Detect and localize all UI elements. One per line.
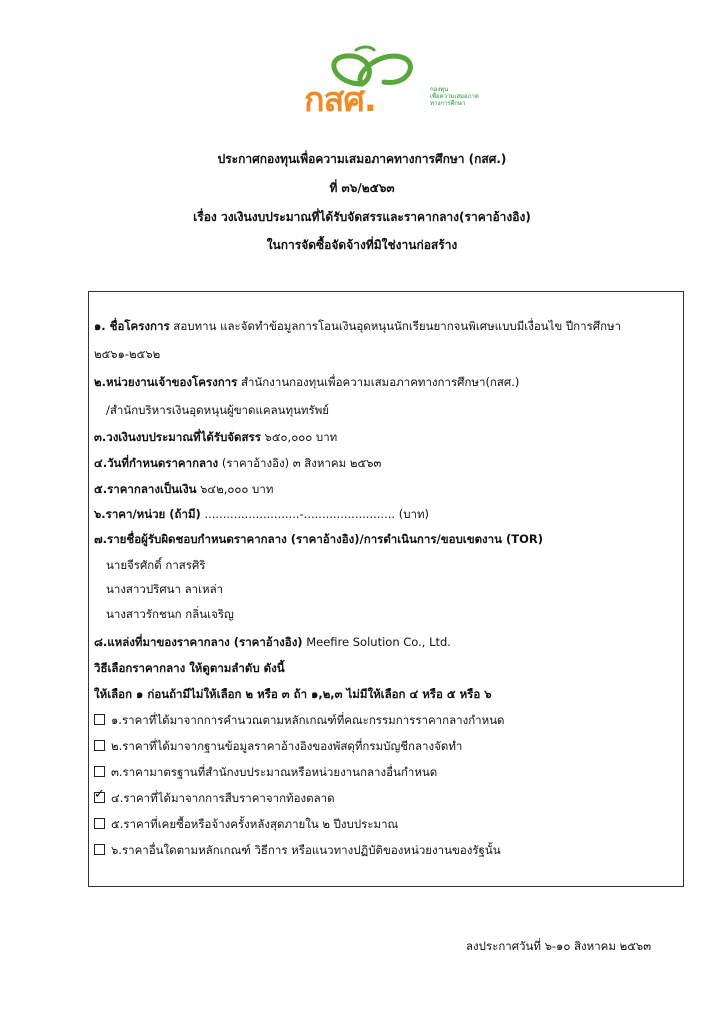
price-source-row: ๘.แหล่งที่มาของราคากลาง (ราคาอ้างอิง) Meefire Solution Co., Ltd. (94, 635, 451, 649)
logo-subtitle: กองทุน เพื่อความเสมอภาค ทางการศึกษา (430, 86, 479, 107)
checkbox[interactable] (94, 714, 105, 725)
checkbox[interactable] (94, 818, 105, 829)
option-row-3: ๓.ราคามาตรฐานที่สำนักงบประมาณหรือหน่วยงานกลางอื่นกำหนด (94, 764, 437, 780)
checkbox[interactable] (94, 740, 105, 751)
committee-heading: ๗.รายชื่อผู้รับผิดชอบกำหนดราคากลาง (ราคาอ้างอิง)/การดำเนินการ/ขอบเขตงาน (TOR) (94, 532, 543, 546)
committee-member: นางสาวรักชนก กลิ่นเจริญ (106, 607, 234, 621)
announcement-number: ที่ ๓๖/๒๕๖๓ (329, 181, 395, 195)
project-name-row: ๑. ชื่อโครงการ สอบทาน และจัดทำข้อมูลการโอนเงินอุดหนุนนักเรียนยากจนพิเศษแบบมีเงื่อนไข ปีการศึกษา (94, 319, 622, 333)
check-icon: ✓ (94, 787, 105, 802)
option-row-2: ๒.ราคาที่ได้มาจากฐานข้อมูลราคาอ้างอิงของพัสดุที่กรมบัญชีกลางจัดทำ (94, 738, 462, 754)
option-row-4: ✓ ๔.ราคาที่ได้มาจากการสืบราคาจากท้องตลาด (94, 787, 335, 805)
option-row-5: ๕.ราคาที่เคยซื้อหรือจ้างครั้งหลังสุดภายใน ๒ ปีงบประมาณ (94, 816, 398, 832)
unit-price-row: ๖.ราคา/หน่วย (ถ้ามี) ..........................-......................... (บาท) (94, 507, 430, 521)
project-year: ๒๕๖๑-๒๕๖๒ (94, 347, 161, 361)
owner-row: ๒.หน่วยงานเจ้าของโครงการ สำนักงานกองทุนเพื่อความเสมอภาคทางการศึกษา(กสศ.) (94, 375, 520, 389)
reference-price-row: ๕.ราคากลางเป็นเงิน ๖๔๒,๐๐๐ บาท (94, 482, 274, 496)
owner-subunit: /สำนักบริหารเงินอุดหนุนผู้ขาดแคลนทุนทรัพย์ (106, 403, 330, 417)
checkbox-checked[interactable] (94, 787, 105, 803)
committee-member: นายจีรศักดิ์ กาสรศิริ (106, 558, 206, 572)
checkbox[interactable] (94, 844, 105, 855)
committee-member: นางสาวปริศนา ลาเหล่า (106, 582, 224, 596)
announcement-subject: เรื่อง วงเงินงบประมาณที่ได้รับจัดสรรและราคากลาง(ราคาอ้างอิง) (193, 210, 531, 224)
logo-text: กสศ. (304, 80, 376, 120)
reference-date-row: ๔.วันที่กำหนดราคากลาง (ราคาอ้างอิง) ๓ สิงหาคม ๒๕๖๓ (94, 456, 382, 470)
gsf-logo (292, 44, 482, 122)
announcement-subject-cont: ในการจัดซื้อจัดจ้างที่มิใช่งานก่อสร้าง (266, 238, 458, 252)
method-title: วิธีเลือกราคากลาง ให้ดูตามลำดับ ดังนี้ (94, 661, 285, 675)
method-rule: ให้เลือก ๑ ก่อนถ้ามีไม่ให้เลือก ๒ หรือ ๓ ถ้า ๑,๒,๓ ไม่มีให้เลือก ๔ หรือ ๕ หรือ ๖ (94, 687, 492, 701)
option-row-1: ๑.ราคาที่ได้มาจากการคำนวณตามหลักเกณฑ์ที่คณะกรรมการราคากลางกำหนด (94, 712, 505, 728)
announcement-title: ประกาศกองทุนเพื่อความเสมอภาคทางการศึกษา (กสศ.) (217, 152, 507, 166)
checkbox[interactable] (94, 766, 105, 777)
option-row-6: ๖.ราคาอื่นใดตามหลักเกณฑ์ วิธีการ หรือแนวทางปฏิบัติของหน่วยงานของรัฐนั้น (94, 842, 501, 858)
budget-row: ๓.วงเงินงบประมาณที่ได้รับจัดสรร ๖๕๐,๐๐๐ บาท (94, 430, 338, 444)
announcement-date: ลงประกาศวันที่ ๖-๑๐ สิงหาคม ๒๕๖๓ (466, 939, 652, 953)
